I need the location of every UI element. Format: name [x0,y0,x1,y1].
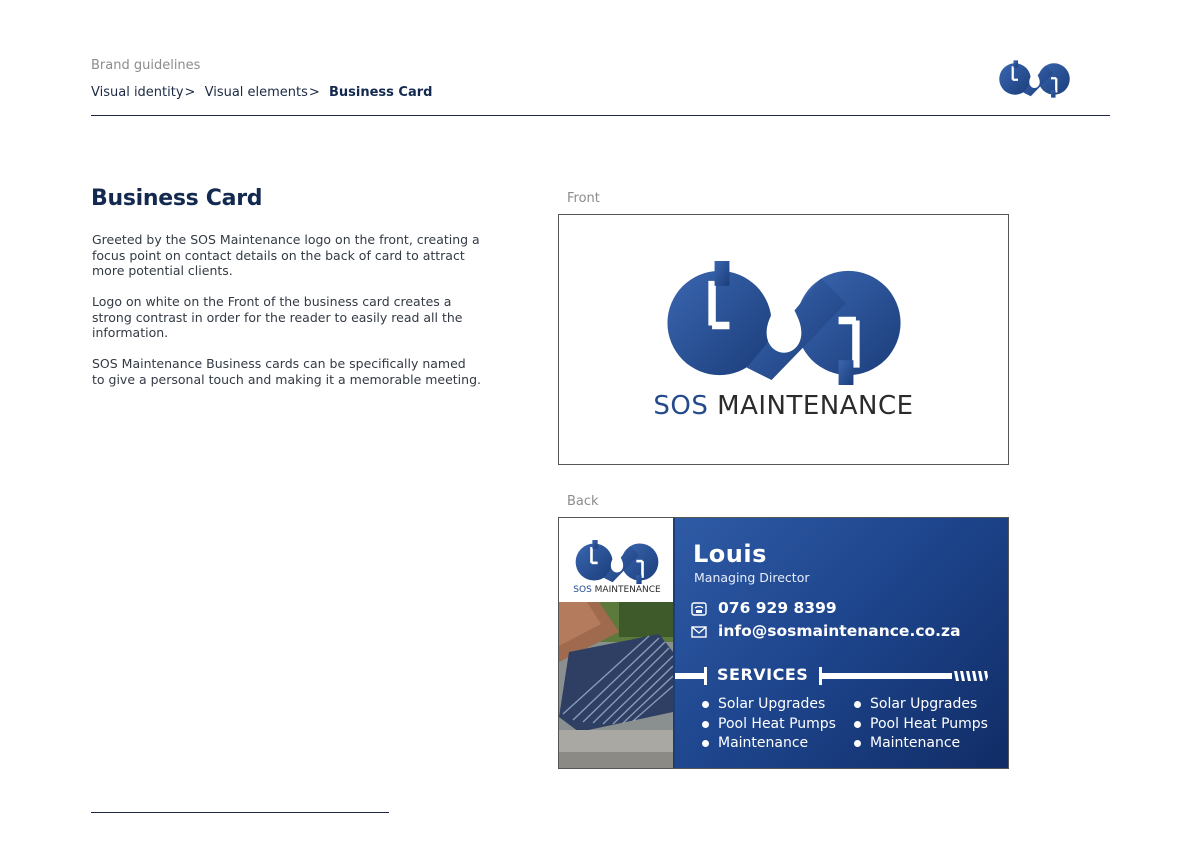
back-left-panel [559,518,675,768]
business-card-front [558,214,1009,465]
phone-number: 076 929 8399 [718,599,837,617]
sos-logo-icon [997,60,1072,98]
breadcrumb-item-visual-elements[interactable]: Visual elements [204,85,308,100]
email-address: info@sosmaintenance.co.za [718,622,961,640]
paragraph-contrast: Logo on white on the Front of the business card creates a strong contrast in order for the reader to easily read all the information. [92,294,463,341]
header-kicker: Brand guidelines [91,58,201,73]
services-bar-left [675,673,707,679]
paragraph-personal: SOS Maintenance Business cards can be specifically named to give a personal touch and making it a memorable meeting. [92,356,481,387]
sos-logo-icon [573,540,661,584]
card-holder-role: Managing Director [694,570,810,585]
services-title: SERVICES [717,665,809,684]
wordmark-sos: SOS [653,391,709,421]
list-item: Solar Upgrades [854,695,988,715]
list-item: Solar Upgrades [702,695,836,715]
sos-logo-icon [659,261,909,385]
list-item: Pool Heat Pumps [702,715,836,735]
services-bar-right [822,673,952,679]
breadcrumb-separator: > [184,85,196,100]
breadcrumb [91,85,432,100]
back-wordmark [559,585,675,595]
services-list-left [702,695,836,754]
wordmark-maintenance: MAINTENANCE [708,391,914,421]
header-divider [91,115,1110,116]
card-holder-name: Louis [693,540,767,568]
list-item: Maintenance [854,734,988,754]
paragraph-intro: Greeted by the SOS Maintenance logo on the front, creating a focus point on contact details on the back of card to attract more potential clients. [92,232,480,279]
page-title: Business Card [91,186,263,211]
services-bar-cap [704,667,707,685]
solar-panel-photo [559,602,673,768]
wordmark-maintenance: MAINTENANCE [591,585,661,595]
mail-icon [691,625,707,639]
front-wordmark [559,391,1008,421]
business-card-back [558,517,1009,769]
breadcrumb-item-visual-identity[interactable]: Visual identity [91,85,184,100]
back-info-panel [675,518,1008,768]
breadcrumb-item-current: Business Card [328,85,433,100]
list-item: Maintenance [702,734,836,754]
wordmark-sos: SOS [573,585,592,595]
services-bar-hatch [954,671,988,681]
footer-divider [91,812,389,813]
phone-icon [691,602,707,616]
front-label: Front [567,191,600,206]
breadcrumb-separator: > [308,85,320,100]
list-item: Pool Heat Pumps [854,715,988,735]
back-label: Back [567,494,599,509]
services-list-right [854,695,988,754]
